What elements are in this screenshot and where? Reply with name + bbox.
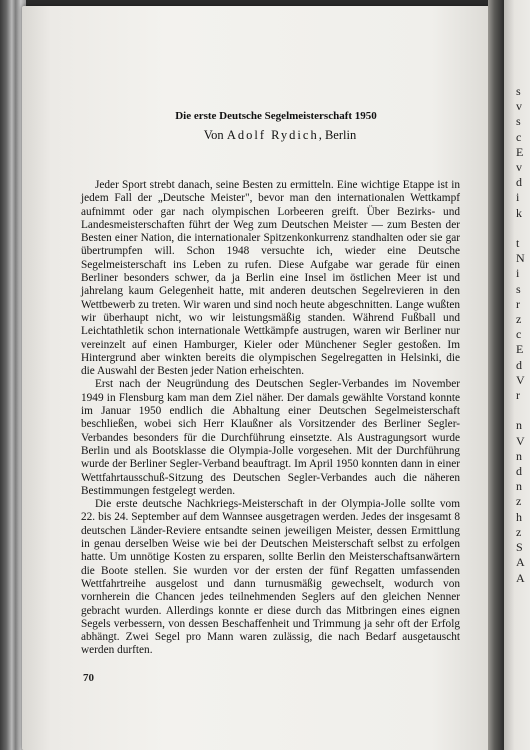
author-prefix: Von [203, 128, 224, 142]
paragraph: Die erste deutsche Nachkriegs-Meisterschaft in der Olympia-Jolle sollte vom 22. bis 24. September auf dem Wannsee ausgetragen werden. Jedes der insgesamt 8 deutschen Länder-Reviere entsandte seinen jeweiligen Meister, dessen Ermittlung in genau derselben Weise wie bei der Deutschen Meisterschaft selbst zu erfolgen hatte. Um unnötige Kosten zu ersparen, sollte Berlin den Meisterschaftsanwärtern die Boote stellen. Sie wurden vor der ersten der fünf Regatten umfassenden Wettfahrtreihe ausgelost und dann turnusmäßig gewechselt, wodurch von vornherein die Chancen jedes teilnehmenden Seglers auf den gleichen Nenner gebracht wurden. Allerdings konnte er diese durch das Mitbringen eines eignen Segels verbessern, von dessen Beschaffenheit und Trimmung ja sehr oft der Erfolg abhängt. Zwei Segel pro Mann waren zulässig, die nach Bedarf ausgetauscht werden durften. [81, 498, 460, 657]
paragraph: Erst nach der Neugründung des Deutschen Segler-Verbandes im November 1949 in Flensburg kam man dem Ziel näher. Der damals gewählte Vorstand konnte im Januar 1950 endlich die Abhaltung einer Deutschen Segelmeisterschaft beschließen, wobei sich Herr Klaußner als Vorsitzender des Berliner Segler-Verbandes besonders für die Durchführung einsetzte. Als Austragungsort wurde Berlin und als Bootsklasse die Olympia-Jolle vorgesehen. Mit der Durchführung wurde der Berliner Segler-Verband beauftragt. Im April 1950 konnten dann in einer Wettfahrtausschuß-Sitzung des Deutschen Segler-Verbandes auch die näheren Bestimmungen festgelegt werden. [81, 378, 460, 497]
page-number: 70 [83, 672, 94, 684]
article-title: Die erste Deutsche Segelmeisterschaft 1950 [175, 110, 377, 122]
article-body [81, 179, 460, 658]
author-place: , Berlin [318, 128, 357, 142]
paragraph: Jeder Sport strebt danach, seine Besten zu ermitteln. Eine wichtige Etappe ist in jedem Fall der „Deutsche Meister", bevor man den internationalen Wettkampf aufnimmt oder gar nach olympischen Lorbeeren greift. Über Bezirks- und Landesmeisterschaften führt der Weg zum Deutschen Meister — zum Besten der Besten einer Nation, die internationaler Spitzenkonkurrenz standhalten oder sie gar übertrumpfen will. Schon 1948 versuchte ich, wieder eine Deutsche Segelmeisterschaft ins Leben zu rufen. Diese Aufgabe war gerade für einen Berliner besonders schwer, da ja Berlin eine Insel im östlichen Meer ist und jahrelang kaum Gelegenheit hatte, mit anderen deutschen Segelrevieren in den Wettbewerb zu treten. Wir waren und sind noch heute abgeschnitten. Lange wußten wir überhaupt nicht, wo wir leistungsmäßig standen. Während Fußball und Leichtathletik schon internationale Wettkämpfe austrugen, waren wir Berliner nur vereinzelt auf einen Hamburger, Kieler oder Münchener Segler gestoßen. Im Hintergrund aber winkten bereits die olympischen Segelregatten in Helsinki, die die Auswahl der Besten jeder Nation erheischten. [81, 179, 460, 378]
article-author [0, 128, 530, 143]
author-name: Adolf Rydich [226, 128, 319, 142]
facing-page-text: s v s c E v d i k t N i s r z c E d V r n V n d n z h z S A A [516, 84, 525, 585]
